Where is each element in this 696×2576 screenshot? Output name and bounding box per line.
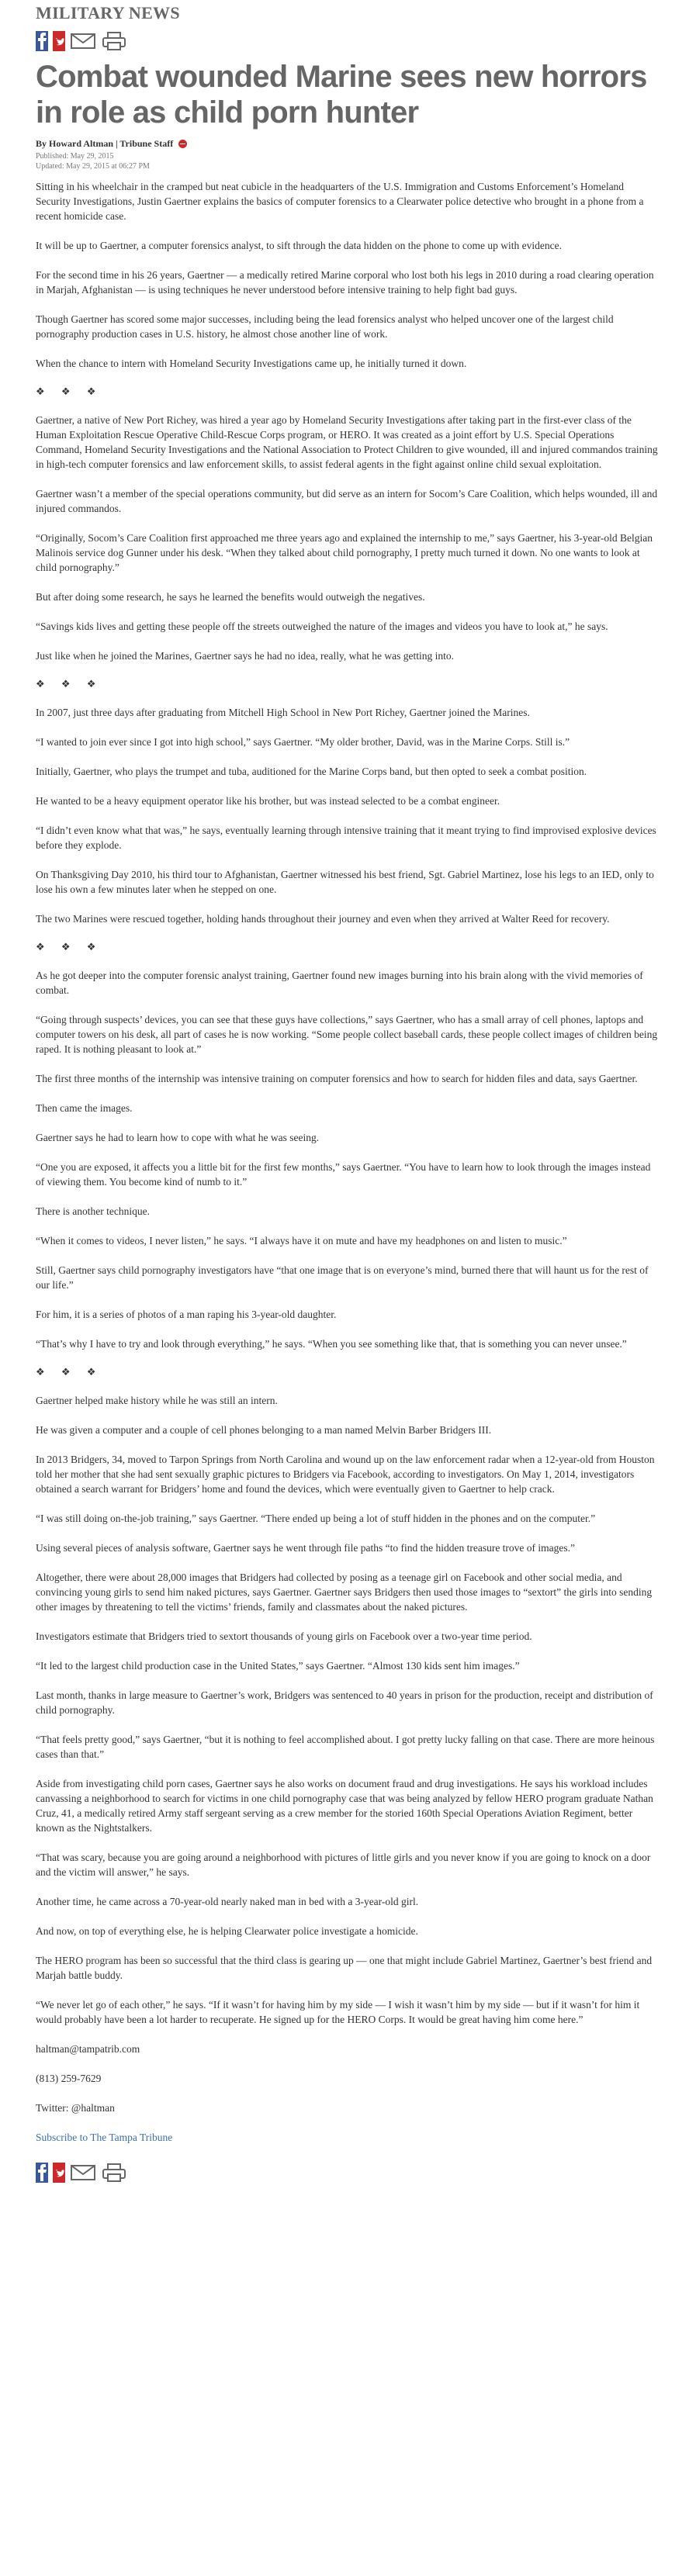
- article-paragraph: The two Marines were rescued together, holding hands throughout their journey and even when they arrived at Walter Reed for recovery.: [36, 913, 610, 925]
- article-paragraph: Last month, thanks in large measure to Gaertner’s work, Bridgers was sentenced to 40 years in prison for the production, receipt and distribution of child pornography.: [36, 1689, 653, 1716]
- published-date: Published: May 29, 2015: [36, 152, 114, 161]
- article-page: [0, 3, 696, 2194]
- article-paragraph: And now, on top of everything else, he is helping Clearwater police investigate a homicide.: [36, 1925, 418, 1937]
- email-icon[interactable]: [70, 31, 96, 51]
- article-paragraph: Gaertner helped make history while he was still an intern.: [36, 1395, 278, 1406]
- section-separator: ❖ ❖ ❖: [36, 386, 103, 397]
- article-paragraph: Gaertner, a native of New Port Richey, was hired a year ago by Homeland Security Investigations after taking part in the first-ever class of the Human Exploitation Rescue Operative Child-Rescue Corps program, or HERO. It was created as a joint effort by U.S. Special Operations Command, Homeland Security Investigations and the National Association to Protect Children to give wounded, ill and injured commandos training in high-tech computer forensics and law enforcement skills, to assist federal agents in the fight against online child sexual exploitation.: [36, 414, 658, 470]
- article-paragraph: (813) 259-7629: [36, 2073, 102, 2084]
- print-icon[interactable]: [101, 2163, 127, 2183]
- updated-date: Updated: May 29, 2015 at 06:27 PM: [36, 162, 150, 171]
- article-paragraph: Twitter: @haltman: [36, 2102, 115, 2114]
- article-paragraph: “Originally, Socom’s Care Coalition first approached me three years ago and explained the internship to me,” says Gaertner, his 3-year-old Belgian Malinois service dog Gunner under his desk. “When they talked about child pornography, I pretty much turned it down. No one wants to look at child pornography.”: [36, 532, 653, 573]
- section-label: MILITARY NEWS: [36, 3, 180, 22]
- remove-circle-icon[interactable]: [178, 140, 187, 148]
- byline: [36, 138, 696, 150]
- article-paragraph: Sitting in his wheelchair in the cramped but neat cubicle in the headquarters of the U.S. Immigration and Customs Enforcement’s Homeland Security Investigations, Justin Gaertner explains the basics of computer forensics to a Clearwater police detective who brought in a phone from a recent homicide case.: [36, 181, 644, 222]
- article-paragraph: Though Gaertner has scored some major successes, including being the lead forensics analyst who helped uncover one of the largest child pornography production cases in U.S. history, he almost chose another line of work.: [36, 313, 614, 340]
- article-paragraph: Using several pieces of analysis software, Gaertner says he went through file paths “to find the hidden treasure trove of images.”: [36, 1542, 576, 1554]
- share-bar-top: [36, 28, 696, 54]
- article-paragraph: “Going through suspects’ devices, you can see that these guys have collections,” says Gaertner, who has a small array of cell phones, laptops and computer towers on his desk, all part of cases he is now working. “Some people collect baseball cards, these people collect images of children being raped. It is nothing pleasant to look at.”: [36, 1014, 658, 1055]
- article-paragraph: Altogether, there were about 28,000 images that Bridgers had collected by posing as a teenage girl on Facebook and other social media, and convincing young girls to send him naked pictures, says Gaertner. Gaertner says Bridgers then used those images to “sextort” the girls into sending other images by threatening to tell the victims’ friends, family and classmates about the naked pictures.: [36, 1572, 653, 1613]
- article-paragraph: On Thanksgiving Day 2010, his third tour to Afghanistan, Gaertner witnessed his best friend, Sgt. Gabriel Martinez, lose his legs to an IED, only to lose his own a few minutes later when he stepped on one.: [36, 869, 654, 895]
- article-paragraph: Gaertner says he had to learn how to cope with what he was seeing.: [36, 1132, 320, 1143]
- article-paragraph: In 2013 Bridgers, 34, moved to Tarpon Springs from North Carolina and wound up on the law enforcement radar when a 12-year-old from Houston told her mother that she had sent sexually graphic pictures to Bridgers via Facebook, according to investigators. On May 1, 2014, investigators obtained a search warrant for Bridgers’ home and found the devices, which were eventually given to Gaertner to help crack.: [36, 1454, 655, 1495]
- article-paragraph: Another time, he came across a 70-year-old nearly naked man in bed with a 3-year-old girl.: [36, 1896, 419, 1907]
- article-dates: [36, 151, 696, 171]
- article-paragraph: He was given a computer and a couple of cell phones belonging to a man named Melvin Barber Bridgers III.: [36, 1424, 492, 1436]
- twitter-icon[interactable]: [53, 31, 65, 51]
- article-paragraph: “That’s why I have to try and look through everything,” he says. “When you see something like that, that is something you can never unsee.”: [36, 1338, 627, 1350]
- article-paragraph: There is another technique.: [36, 1205, 150, 1217]
- article-paragraph: Gaertner wasn’t a member of the special operations community, but did serve as an intern for Socom’s Care Coalition, which helps wounded, ill and injured commandos.: [36, 488, 658, 514]
- section-separator: ❖ ❖ ❖: [36, 941, 103, 953]
- article-paragraph: “Savings kids lives and getting these people off the streets outweighed the nature of the images and videos you have to look at,” he says.: [36, 621, 608, 632]
- article-headline: Combat wounded Marine sees new horrors in role as child porn hunter: [36, 60, 647, 130]
- facebook-icon[interactable]: [36, 31, 48, 51]
- subscribe-link[interactable]: Subscribe to The Tampa Tribune: [36, 2132, 173, 2143]
- article-paragraph: As he got deeper into the computer forensic analyst training, Gaertner found new images burning into his brain along with the vivid memories of combat.: [36, 970, 643, 996]
- article-paragraph: Still, Gaertner says child pornography investigators have “that one image that is on everyone’s mind, burned there that will haunt us for the rest of our life.”: [36, 1264, 649, 1291]
- article-paragraph: haltman@tampatrib.com: [36, 2043, 140, 2055]
- article-paragraph: It will be up to Gaertner, a computer forensics analyst, to sift through the data hidden on the phone to come up with evidence.: [36, 240, 563, 251]
- print-icon[interactable]: [101, 31, 127, 51]
- article-paragraph: Aside from investigating child porn cases, Gaertner says he also works on document fraud and drug investigations. He says his workload includes canvassing a neighborhood to search for victims in one child pornography case that was being analyzed by fellow HERO program graduate Nathan Cruz, 41, a medically retired Army staff sergeant serving as a crew member for the storied 160th Special Operations Aviation Regiment, better known as the Nightstalkers.: [36, 1778, 653, 1834]
- share-bar-bottom: [36, 2159, 696, 2186]
- article-paragraph: “That feels pretty good,” says Gaertner, “but it is nothing to feel accomplished about. I got pretty lucky falling on that case. There are more heinous cases than that.”: [36, 1734, 655, 1760]
- article-body: [36, 179, 660, 2145]
- article-paragraph: “It led to the largest child production case in the United States,” says Gaertner. “Almost 130 kids sent him images.”: [36, 1660, 520, 1672]
- article-paragraph: For the second time in his 26 years, Gaertner — a medically retired Marine corporal who lost both his legs in 2010 during a road clearing operation in Marjah, Afghanistan — is using techniques he never understood before intensive training to help fight bad guys.: [36, 269, 654, 296]
- article-paragraph: For him, it is a series of photos of a man raping his 3-year-old daughter.: [36, 1309, 337, 1320]
- article-paragraph: When the chance to intern with Homeland Security Investigations came up, he initially turned it down.: [36, 358, 467, 369]
- byline-text: By Howard Altman | Tribune Staff: [36, 138, 174, 149]
- article-paragraph: Then came the images.: [36, 1102, 133, 1114]
- article-paragraph: “That was scary, because you are going around a neighborhood with pictures of little girls and you never know if you are going to knock on a door and the victim will answer,” he says.: [36, 1852, 651, 1878]
- article-paragraph: But after doing some research, he says he learned the benefits would outweigh the negatives.: [36, 591, 425, 603]
- article-paragraph: “I didn’t even know what that was,” he says, eventually learning through intensive training that it meant trying to find improvised explosive devices before they explode.: [36, 825, 656, 851]
- email-icon[interactable]: [70, 2163, 96, 2183]
- subscribe-paragraph: [36, 2130, 660, 2145]
- article-paragraph: The first three months of the internship was intensive training on computer forensics and how to search for hidden files and data, says Gaertner.: [36, 1073, 638, 1084]
- twitter-icon[interactable]: [53, 2163, 65, 2183]
- article-paragraph: Investigators estimate that Bridgers tried to sextort thousands of young girls on Facebook over a two-year time period.: [36, 1630, 532, 1642]
- article-paragraph: Just like when he joined the Marines, Gaertner says he had no idea, really, what he was getting into.: [36, 650, 454, 662]
- article-paragraph: “When it comes to videos, I never listen,” he says. “I always have it on mute and have my headphones on and listen to music.”: [36, 1235, 567, 1247]
- article-paragraph: The HERO program has been so successful that the third class is gearing up — one that might include Gabriel Martinez, Gaertner’s best friend and Marjah battle buddy.: [36, 1955, 653, 1981]
- article-paragraph: “I was still doing on-the-job training,” says Gaertner. “There ended up being a lot of stuff hidden in the phones and on the computer.”: [36, 1513, 596, 1524]
- facebook-icon[interactable]: [36, 2163, 48, 2183]
- article-paragraph: In 2007, just three days after graduating from Mitchell High School in New Port Richey, Gaertner joined the Marines.: [36, 707, 530, 718]
- article-paragraph: “We never let go of each other,” he says. “If it wasn’t for having him by my side — I wish it wasn’t him by my side — but if it wasn’t for him it would probably have been a lot harder to recuperate. He signed up for the HERO Corps. It would be great having him come here.”: [36, 1999, 640, 2025]
- section-separator: ❖ ❖ ❖: [36, 678, 103, 690]
- article-paragraph: “One you are exposed, it affects you a little bit for the first few months,” says Gaertner. “You have to learn how to look through the images instead of viewing them. You become kind of numb to it.”: [36, 1161, 651, 1188]
- article-paragraph: Initially, Gaertner, who plays the trumpet and tuba, auditioned for the Marine Corps band, but then opted to seek a combat position.: [36, 766, 587, 777]
- article-paragraph: “I wanted to join ever since I got into high school,” says Gaertner. “My older brother, David, was in the Marine Corps. Still is.”: [36, 736, 570, 748]
- article-paragraph: He wanted to be a heavy equipment operator like his brother, but was instead selected to be a combat engineer.: [36, 795, 500, 807]
- section-separator: ❖ ❖ ❖: [36, 1366, 103, 1378]
